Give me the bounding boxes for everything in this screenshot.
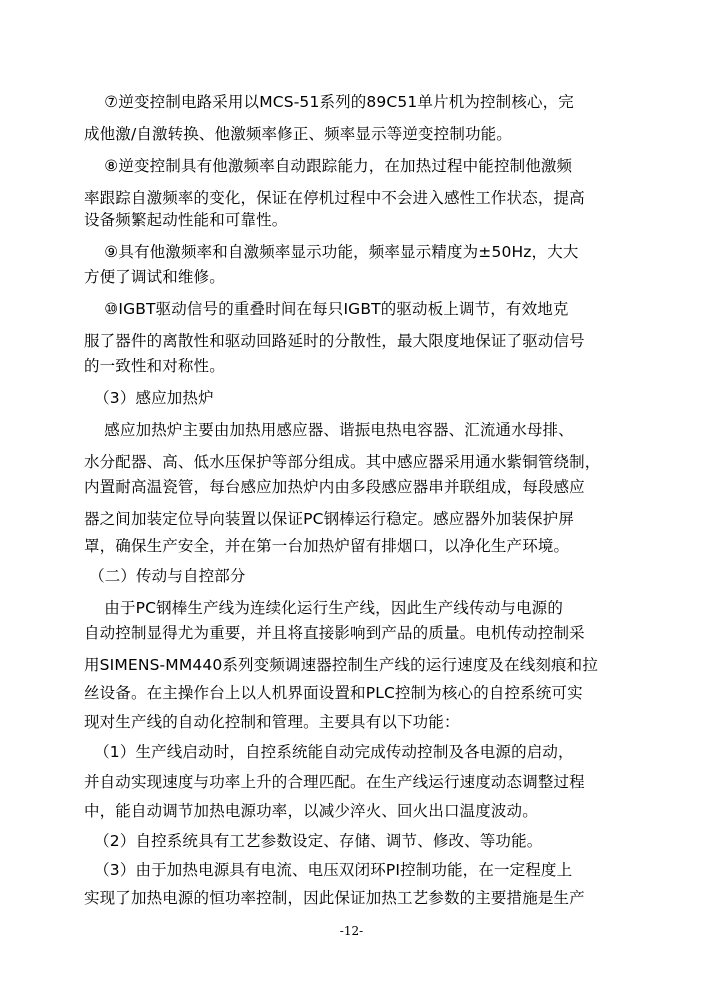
text-line: （1）生产线启动时，自控系统能自动完成传动控制及各电源的启动，	[84, 743, 574, 761]
text-line: 并自动实现速度与功率上升的合理匹配。在生产线运行速度动态调整过程	[84, 773, 585, 791]
text-line: 罩，确保生产安全，并在第一台加热炉留有排烟口，以净化生产环境。	[84, 537, 570, 555]
page-number: -12-	[339, 924, 364, 938]
text-line: 水分配器、高、低水压保护等部分组成。其中感应器采用通水紫铜管绕制，	[84, 453, 601, 471]
text-line: （2）自控系统具有工艺参数设定、存储、调节、修改、等功能。	[84, 832, 543, 850]
section-heading: （二）传动与自控部分	[84, 567, 246, 585]
text-line: ⑩IGBT驱动信号的重叠时间在每只IGBT的驱动板上调节，有效地克	[84, 300, 569, 318]
text-line: 的一致性和对称性。	[84, 357, 225, 375]
text-line: 丝设备。在主操作台上以人机界面设置和PLC控制为核心的自控系统可实	[84, 684, 583, 702]
text-line: 现对生产线的自动化控制和管理。主要具有以下功能：	[84, 713, 460, 731]
text-line: 器之间加装定位导向装置以保证PC钢棒运行稳定。感应器外加装保护屏	[84, 510, 574, 528]
text-line: ⑦逆变控制电路采用以MCS-51系列的89C51单片机为控制核心，完	[84, 93, 574, 111]
text-line: 实现了加热电源的恒功率控制，因此保证加热工艺参数的主要措施是生产	[84, 889, 585, 907]
text-line: 方便了调试和维修。	[84, 268, 225, 286]
text-line: 内置耐高温瓷管，每台感应加热炉内由多段感应器串并联组成，每段感应	[84, 478, 585, 496]
text-line: 率跟踪自激频率的变化，保证在停机过程中不会进入感性工作状态，提高	[84, 189, 585, 207]
text-line: 感应加热炉主要由加热用感应器、谐振电热电容器、汇流通水母排、	[84, 421, 574, 439]
section-heading: （3）感应加热炉	[84, 389, 214, 407]
text-line: 服了器件的离散性和驱动回路延时的分散性，最大限度地保证了驱动信号	[84, 332, 585, 350]
text-line: 设备频繁起动性能和可靠性。	[84, 211, 288, 229]
text-line: 成他激/自激转换、他激频率修正、频率显示等逆变控制功能。	[84, 125, 512, 143]
text-line: 自动控制显得尤为重要，并且将直接影响到产品的质量。电机传动控制采	[84, 624, 585, 642]
text-line: 用SIMENS-MM440系列变频调速器控制生产线的运行速度及在线刻痕和拉	[84, 656, 598, 674]
text-line: （3）由于加热电源具有电流、电压双闭环PI控制功能，在一定程度上	[84, 861, 573, 879]
text-line: 由于PC钢棒生产线为连续化运行生产线，因此生产线传动与电源的	[84, 599, 563, 617]
text-line: ⑨具有他激频率和自激频率显示功能，频率显示精度为±50Hz，大大	[84, 243, 579, 261]
text-line: 中，能自动调节加热电源功率，以减少淬火、回火出口温度波动。	[84, 802, 538, 820]
text-line: ⑧逆变控制具有他激频率自动跟踪能力，在加热过程中能控制他激频	[84, 157, 573, 175]
